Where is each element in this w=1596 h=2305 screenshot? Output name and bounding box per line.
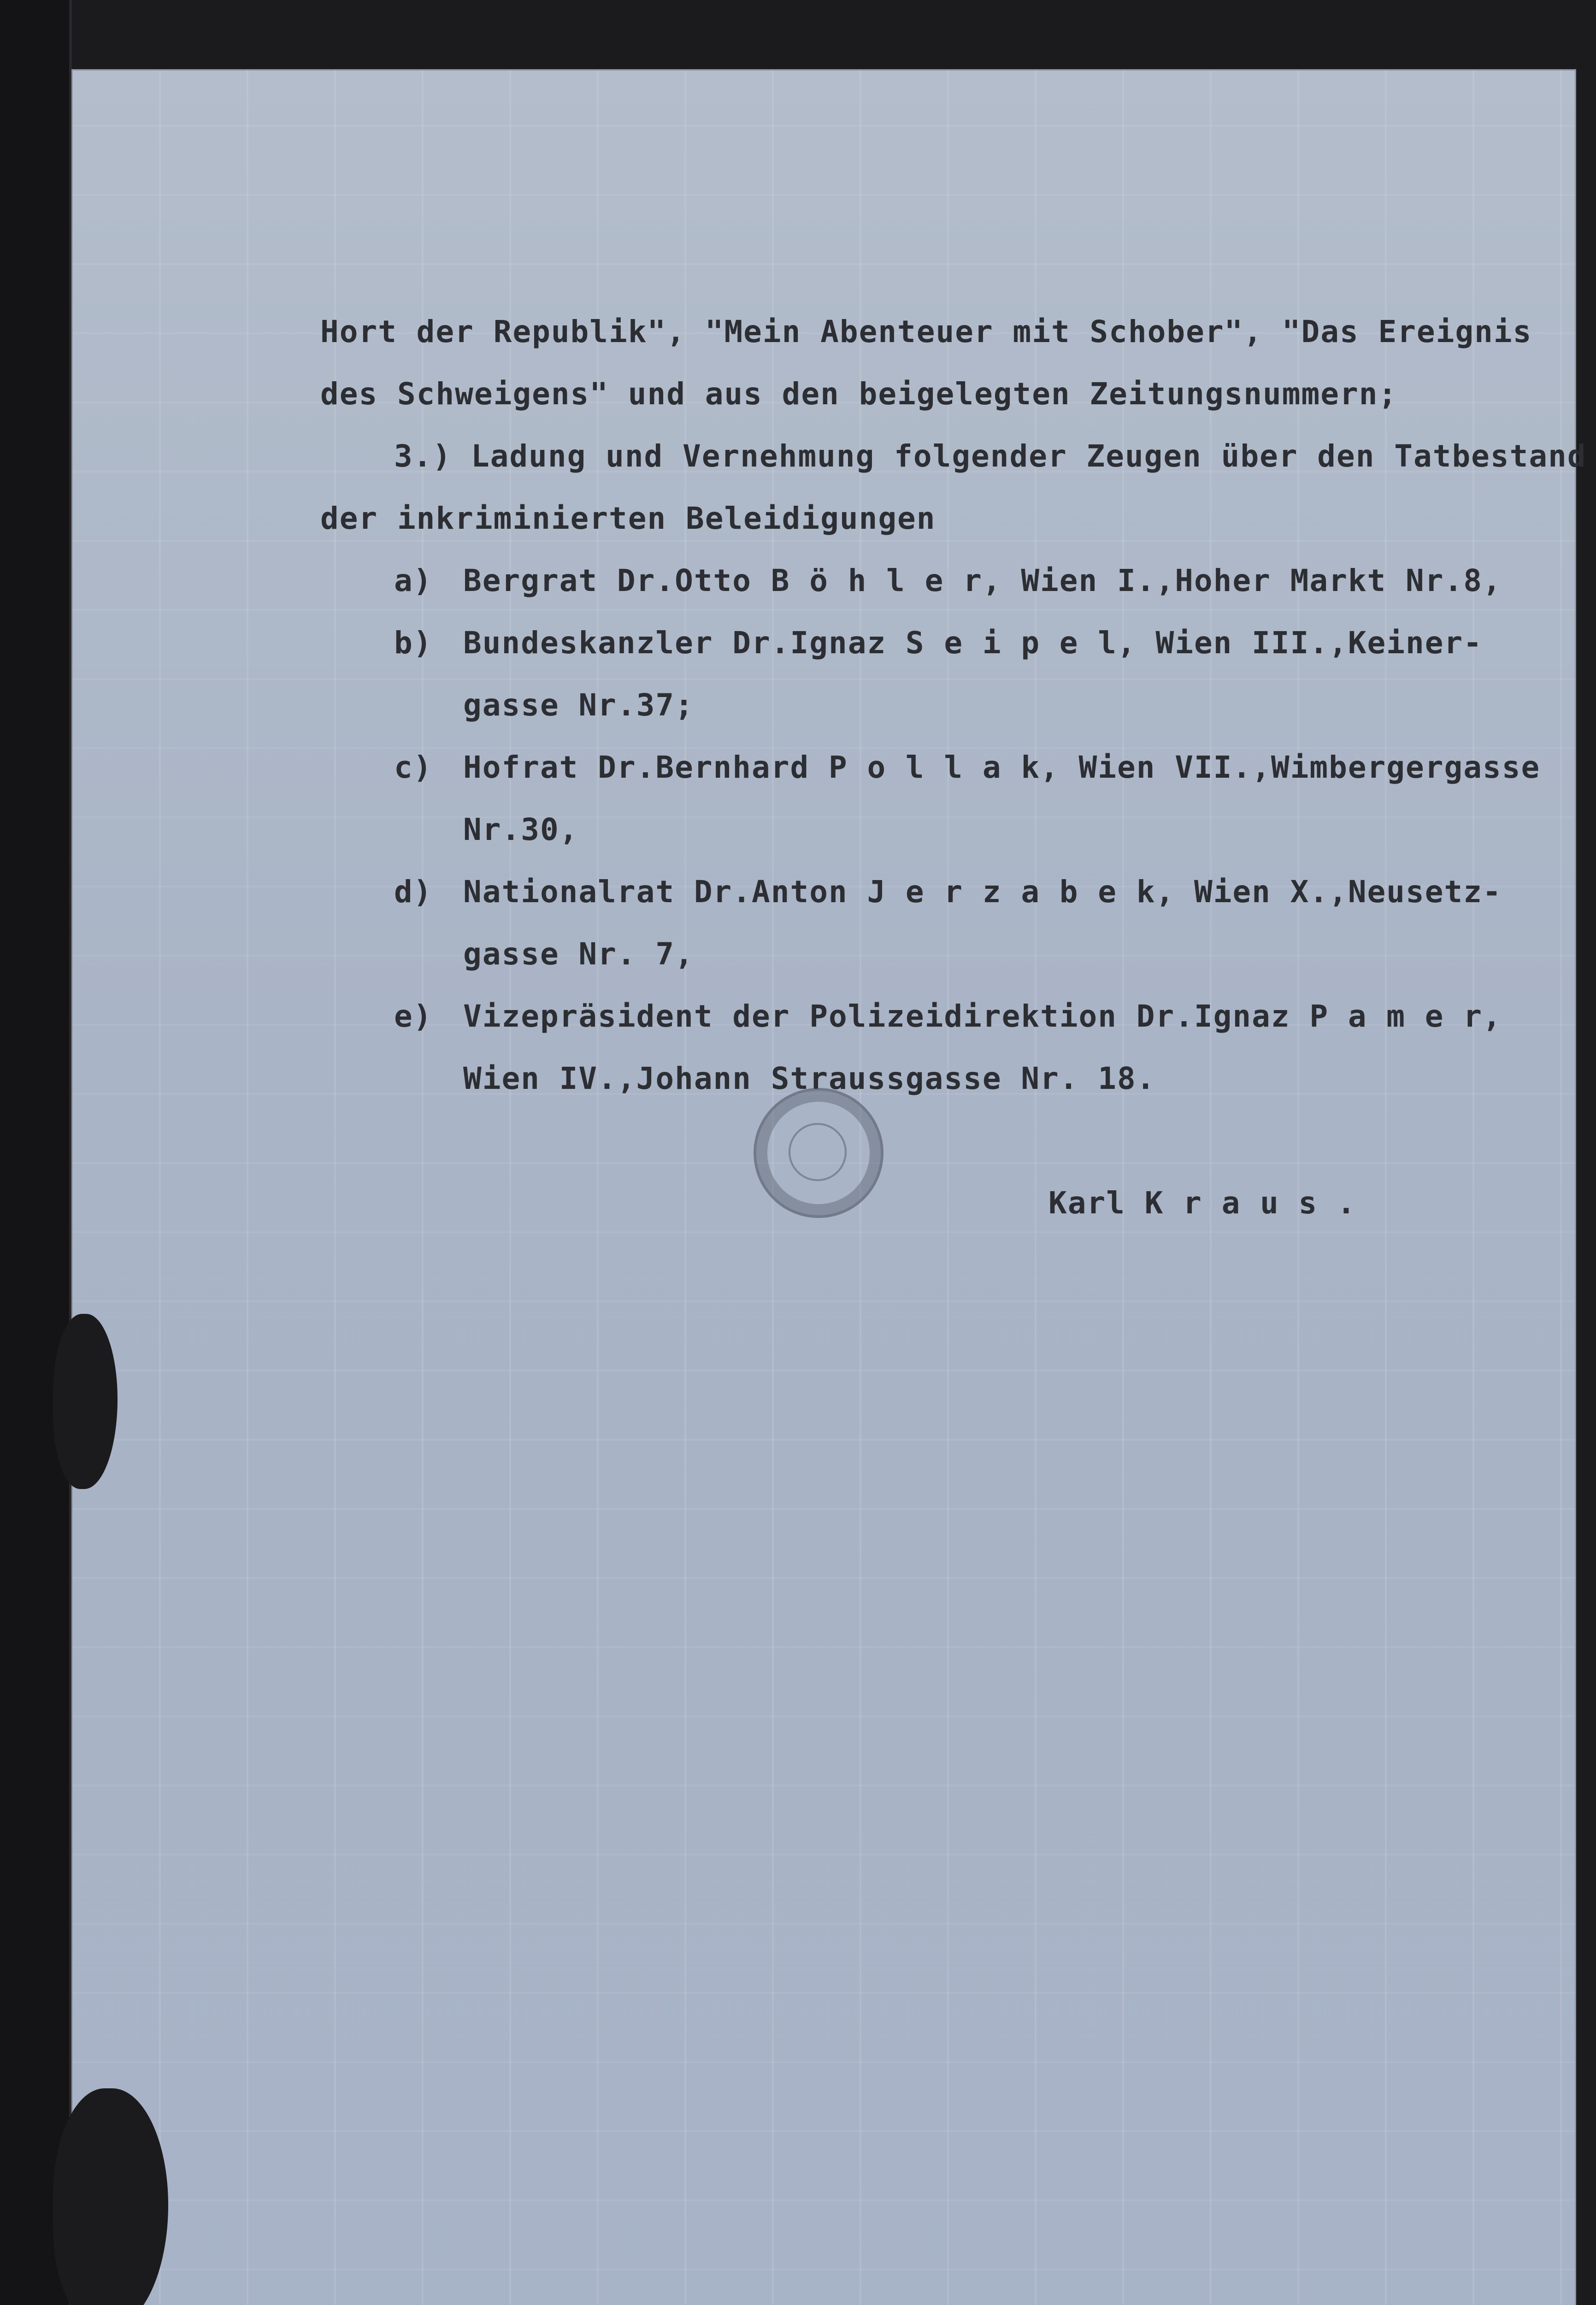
list-marker: b) xyxy=(394,625,433,661)
list-marker: a) xyxy=(394,563,433,598)
text-line: des Schweigens" und aus den beigelegten Zeitungsnummern; xyxy=(320,376,1398,412)
witness-entry: Hofrat Dr.Bernhard P o l l a k, Wien VII.,Wimbergergasse xyxy=(463,750,1541,785)
binder-edge xyxy=(0,0,72,2305)
list-marker: d) xyxy=(394,874,433,910)
text-line: 3.) Ladung und Vernehmung folgender Zeugen über den Tatbestand xyxy=(394,438,1587,474)
witness-entry: Nationalrat Dr.Anton J e r z a b e k, Wien X.,Neusetz- xyxy=(463,874,1502,910)
text-line: Hort der Republik", "Mein Abenteuer mit Schober", "Das Ereignis xyxy=(320,314,1532,349)
witness-entry-cont: Nr.30, xyxy=(463,812,579,847)
text-line: der inkriminierten Beleidigungen xyxy=(320,501,936,536)
witness-entry-cont: Wien IV.,Johann Straussgasse Nr. 18. xyxy=(463,1061,1156,1096)
witness-entry: Bundeskanzler Dr.Ignaz S e i p e l, Wien III.,Keiner- xyxy=(463,625,1483,661)
witness-entry-cont: gasse Nr. 7, xyxy=(463,936,694,972)
document-page xyxy=(71,69,1587,2305)
witness-entry: Vizepräsident der Polizeidirektion Dr.Ignaz P a m e r, xyxy=(463,999,1502,1034)
stamp-seal-center xyxy=(789,1123,847,1181)
witness-entry-cont: gasse Nr.37; xyxy=(463,687,694,723)
list-marker: c) xyxy=(394,750,433,785)
witness-entry: Bergrat Dr.Otto B ö h l e r, Wien I.,Hoher Markt Nr.8, xyxy=(463,563,1502,598)
round-stamp xyxy=(754,1088,883,1218)
list-marker: e) xyxy=(394,999,433,1034)
signature: Karl K r a u s . xyxy=(1048,1185,1356,1221)
